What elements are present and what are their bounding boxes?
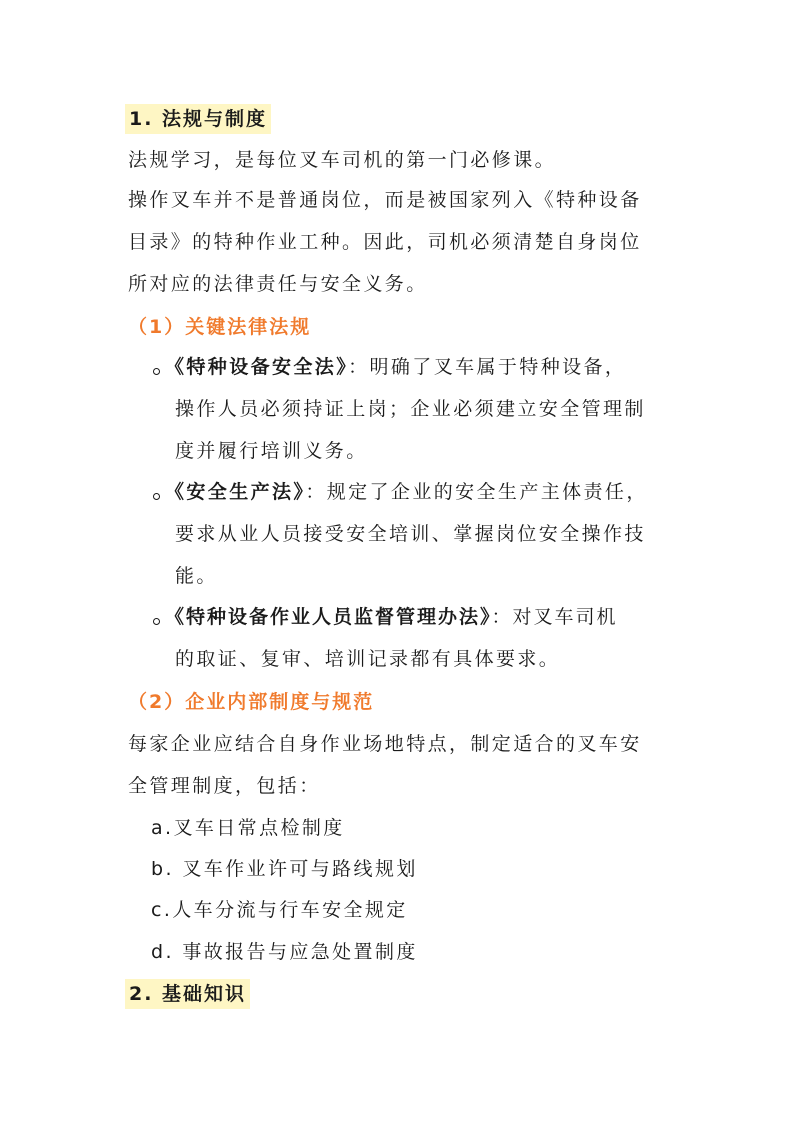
- law-title: 《安全生产法》: [165, 481, 306, 503]
- section-heading: 2. 基础知识: [125, 979, 250, 1009]
- law-item-continued: 能。: [175, 565, 218, 587]
- law-description: ：明确了叉车属于特种设备，: [348, 356, 627, 378]
- subheading-internal-rules: （2）企业内部制度与规范: [128, 691, 375, 713]
- list-item: d. 事故报告与应急处置制度: [151, 941, 418, 963]
- law-item-continued: 要求从业人员接受安全培训、掌握岗位安全操作技: [175, 523, 646, 545]
- law-item: [165, 479, 648, 505]
- subheading-laws: （1）关键法律法规: [128, 316, 312, 338]
- section-heading: 1. 法规与制度: [125, 104, 271, 134]
- law-item-continued: 操作人员必须持证上岗；企业必须建立安全管理制: [175, 398, 646, 420]
- law-item: [165, 604, 618, 630]
- law-title: 《特种设备安全法》: [165, 356, 349, 378]
- paragraph-line: 每家企业应结合自身作业场地特点，制定适合的叉车安: [128, 733, 642, 755]
- law-item-continued: 度并履行培训义务。: [175, 440, 368, 462]
- list-item: a.叉车日常点检制度: [151, 817, 345, 839]
- intro-text: 法规学习，是每位叉车司机的第一门必修课。: [128, 149, 557, 171]
- list-item: c.人车分流与行车安全规定: [151, 899, 408, 921]
- paragraph-line: 全管理制度，包括：: [128, 775, 321, 797]
- hollow-bullet-icon: [153, 368, 160, 375]
- list-item: b. 叉车作业许可与路线规划: [151, 858, 418, 880]
- law-item: [165, 354, 626, 380]
- paragraph-line: 所对应的法律责任与安全义务。: [128, 273, 428, 295]
- paragraph-line: 操作叉车并不是普通岗位，而是被国家列入《特种设备: [128, 189, 642, 211]
- paragraph-line: 目录》的特种作业工种。因此，司机必须清楚自身岗位: [128, 231, 642, 253]
- hollow-bullet-icon: [153, 618, 160, 625]
- hollow-bullet-icon: [153, 493, 160, 500]
- law-description: ：对叉车司机: [491, 606, 618, 628]
- law-description: ：规定了企业的安全生产主体责任，: [305, 481, 648, 503]
- law-item-continued: 的取证、复审、培训记录都有具体要求。: [175, 648, 561, 670]
- law-title: 《特种设备作业人员监督管理办法》: [165, 606, 492, 628]
